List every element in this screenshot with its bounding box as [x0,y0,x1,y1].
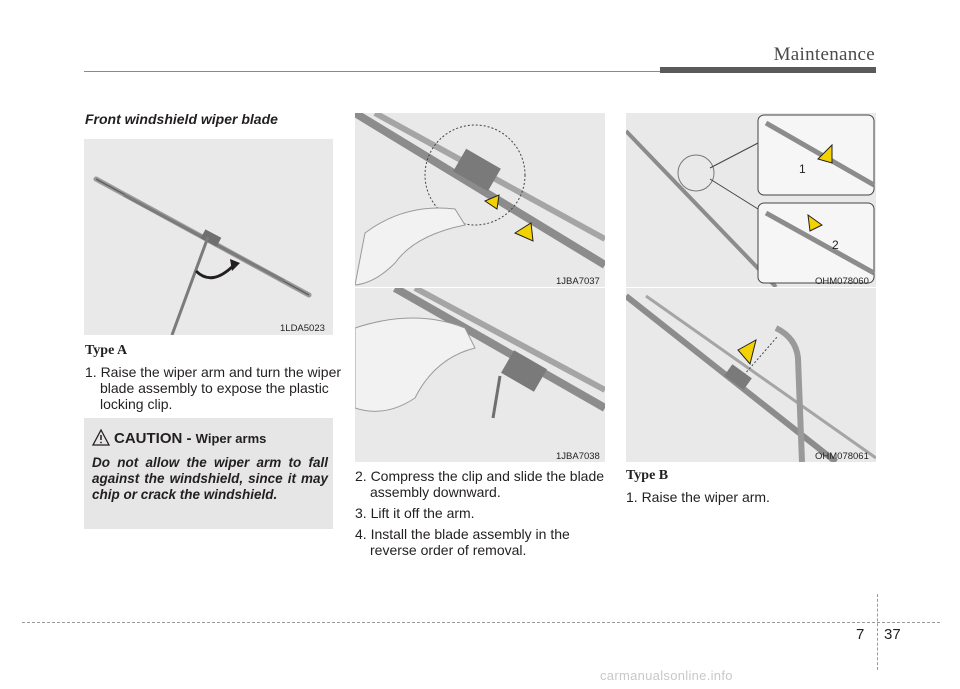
type-a-step-1: 1. Raise the wiper arm and turn the wiper blade assembly to expose the plastic locking clip. [85,364,342,412]
caution-title [114,430,266,447]
caution-subject: Wiper arms [195,431,267,446]
watermark: carmanualsonline.info [600,668,733,683]
caution-box [84,418,333,529]
wiper-blade-turn-illustration [84,139,333,335]
middle-step-2: 2. Compress the clip and slide the blade assembly downward. [355,468,605,500]
figure-wiper-blade-turn [84,139,333,335]
footer-divider [877,594,878,670]
figure-code-1: 1LDA5023 [280,323,325,334]
header-rule-thin [84,71,660,72]
type-b-step-1: 1. Raise the wiper arm. [626,489,770,505]
middle-step-4: 4. Install the blade assembly in the reverse order of removal. [355,526,570,558]
clip-compress-illustration [355,113,605,287]
figure-code-2: 1JBA7037 [556,276,600,287]
header-rule-thick [660,67,876,73]
type-a-heading: Type A [85,343,128,358]
type-b-slide-illustration [626,288,876,462]
figure-code-3: 1JBA7038 [556,451,600,462]
header-section-name: Maintenance [773,44,875,65]
figure-type-b-slide [626,288,876,462]
type-b-heading: Type B [626,468,669,483]
warning-triangle-icon [92,429,110,446]
figure-lift-off-arm [355,288,605,462]
figure-4-callout-1: 1 [799,162,806,176]
figure-code-4: OHM078060 [815,276,869,287]
figure-code-5: OHM078061 [815,451,869,462]
lift-off-arm-illustration [355,288,605,462]
footer-rule [22,622,940,623]
middle-step-3: 3. Lift it off the arm. [355,505,475,521]
figure-type-b-raise [626,113,876,287]
page-chapter-number: 7 [856,626,865,643]
figure-4-callout-2: 2 [832,238,839,252]
section-title: Front windshield wiper blade [85,111,278,127]
page-number: 37 [884,626,901,643]
caution-label: CAUTION - [114,430,192,447]
caution-body: Do not allow the wiper arm to fall against the windshield, since it may chip or crack the windshield. [92,455,328,502]
type-b-raise-illustration [626,113,876,287]
figure-clip-compress [355,113,605,287]
